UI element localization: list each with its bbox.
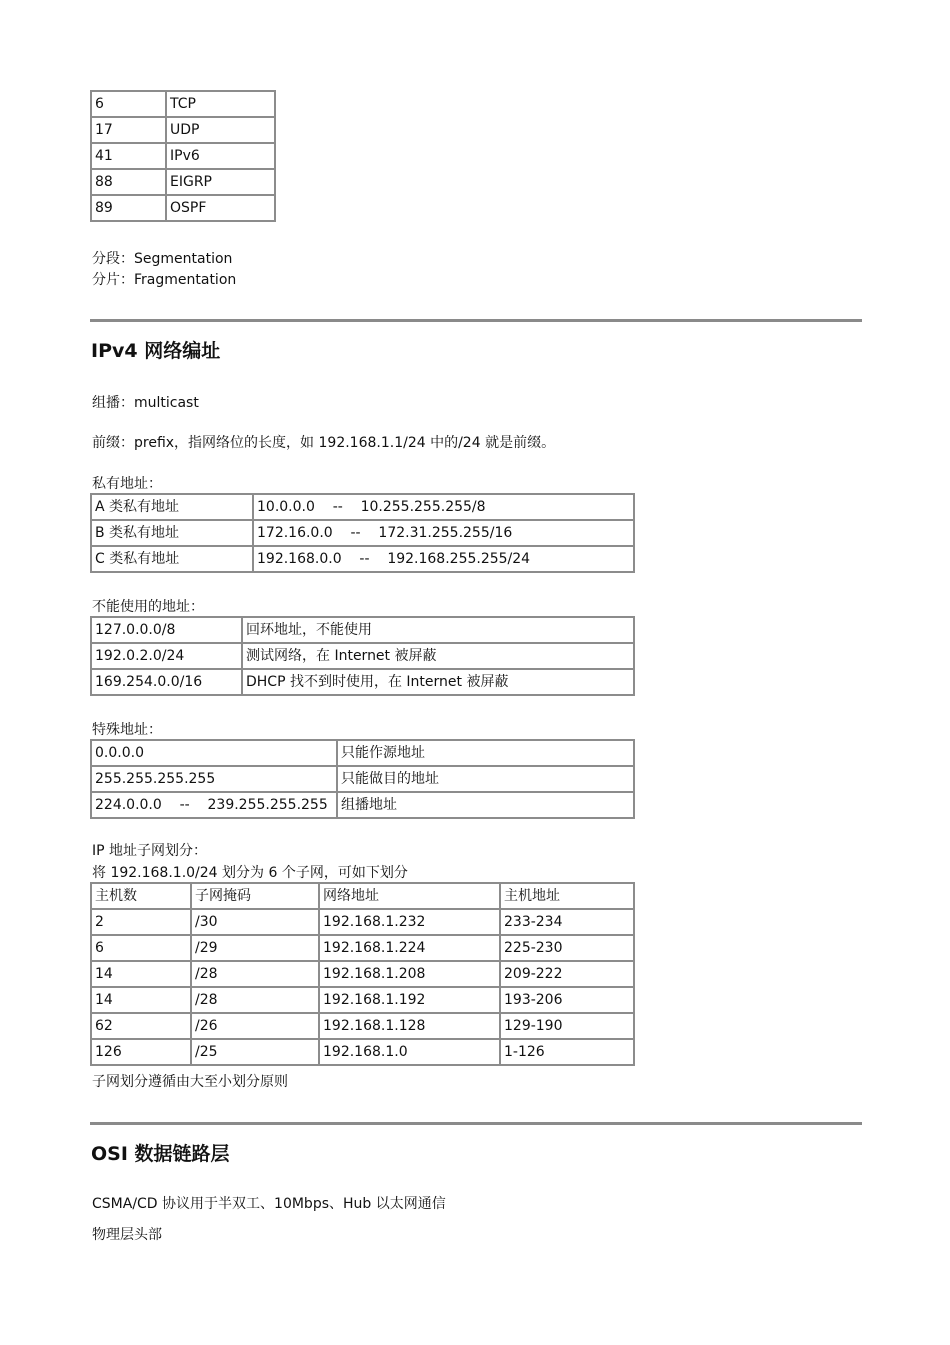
table-cell: 88 [91, 169, 166, 195]
table-cell: A 类私有地址 [91, 494, 253, 520]
table-cell: 233-234 [500, 909, 634, 935]
table-row [91, 1039, 634, 1065]
table-cell: 172.16.0.0 -- 172.31.255.255/16 [253, 520, 634, 546]
protocol-number-table [90, 90, 276, 222]
table-cell: 127.0.0.0/8 [91, 617, 242, 643]
table-row [91, 91, 275, 117]
table-row [91, 961, 634, 987]
table-row [91, 494, 634, 520]
table-row [91, 792, 634, 818]
physical-layer-header-text: 物理层头部 [92, 1227, 162, 1243]
table-cell: 17 [91, 117, 166, 143]
prefix-description: 前缀：prefix，指网络位的长度，如 192.168.1.1/24 中的/24 就是前缀。 [92, 435, 556, 451]
special-address-table [90, 739, 635, 819]
unusable-address-label: 不能使用的地址： [92, 599, 204, 615]
table-cell: 组播地址 [337, 792, 634, 818]
table-row [91, 1013, 634, 1039]
table-cell: 129-190 [500, 1013, 634, 1039]
table-cell: 0.0.0.0 [91, 740, 337, 766]
table-row [91, 143, 275, 169]
ipv4-heading: IPv4 网络编址 [91, 340, 221, 362]
table-row [91, 195, 275, 221]
table-cell: 209-222 [500, 961, 634, 987]
table-row [91, 766, 634, 792]
table-cell: /30 [191, 909, 319, 935]
private-address-table [90, 493, 635, 573]
table-cell: 255.255.255.255 [91, 766, 337, 792]
subnet-table [90, 882, 635, 1066]
segmentation-term: 分段：Segmentation [92, 251, 233, 267]
table-cell: 192.168.1.0 [319, 1039, 500, 1065]
column-header: 网络地址 [319, 883, 500, 909]
table-cell: 192.0.2.0/24 [91, 643, 242, 669]
column-header: 子网掩码 [191, 883, 319, 909]
subnet-intro: 将 192.168.1.0/24 划分为 6 个子网，可如下划分 [92, 865, 408, 881]
table-cell: 62 [91, 1013, 191, 1039]
table-cell: 6 [91, 91, 166, 117]
table-cell: 224.0.0.0 -- 239.255.255.255 [91, 792, 337, 818]
table-cell: C 类私有地址 [91, 546, 253, 572]
table-cell: 回环地址，不能使用 [242, 617, 634, 643]
table-cell: 169.254.0.0/16 [91, 669, 242, 695]
table-row [91, 987, 634, 1013]
column-header: 主机地址 [500, 883, 634, 909]
unusable-address-table [90, 616, 635, 696]
table-row [91, 546, 634, 572]
table-cell: DHCP 找不到时使用，在 Internet 被屏蔽 [242, 669, 634, 695]
table-cell: 6 [91, 935, 191, 961]
table-cell: /29 [191, 935, 319, 961]
table-cell: /26 [191, 1013, 319, 1039]
table-cell: 2 [91, 909, 191, 935]
table-cell: 10.0.0.0 -- 10.255.255.255/8 [253, 494, 634, 520]
multicast-term: 组播：multicast [92, 395, 199, 411]
table-cell: B 类私有地址 [91, 520, 253, 546]
table-cell: /28 [191, 961, 319, 987]
private-address-label: 私有地址： [92, 476, 162, 492]
table-cell: 192.168.1.192 [319, 987, 500, 1013]
table-row [91, 909, 634, 935]
table-row [91, 169, 275, 195]
table-cell: 193-206 [500, 987, 634, 1013]
table-cell: EIGRP [166, 169, 275, 195]
table-cell: 只能作源地址 [337, 740, 634, 766]
section-divider [90, 1122, 862, 1125]
table-header-row [91, 883, 634, 909]
table-cell: /25 [191, 1039, 319, 1065]
section-divider [90, 319, 862, 322]
table-row [91, 520, 634, 546]
table-row [91, 617, 634, 643]
table-cell: 14 [91, 987, 191, 1013]
table-row [91, 935, 634, 961]
table-row [91, 740, 634, 766]
csma-cd-description: CSMA/CD 协议用于半双工、10Mbps、Hub 以太网通信 [92, 1196, 446, 1212]
table-cell: TCP [166, 91, 275, 117]
table-cell: 192.168.0.0 -- 192.168.255.255/24 [253, 546, 634, 572]
table-cell: 41 [91, 143, 166, 169]
fragmentation-term: 分片：Fragmentation [92, 272, 237, 288]
table-row [91, 117, 275, 143]
table-cell: 126 [91, 1039, 191, 1065]
table-cell: 89 [91, 195, 166, 221]
table-cell: 14 [91, 961, 191, 987]
table-cell: 225-230 [500, 935, 634, 961]
table-cell: OSPF [166, 195, 275, 221]
table-cell: 测试网络，在 Internet 被屏蔽 [242, 643, 634, 669]
table-cell: 只能做目的地址 [337, 766, 634, 792]
table-cell: IPv6 [166, 143, 275, 169]
table-cell: UDP [166, 117, 275, 143]
osi-heading: OSI 数据链路层 [91, 1143, 230, 1165]
table-cell: 192.168.1.128 [319, 1013, 500, 1039]
table-cell: 192.168.1.232 [319, 909, 500, 935]
table-cell: 1-126 [500, 1039, 634, 1065]
special-address-label: 特殊地址： [92, 722, 162, 738]
table-cell: 192.168.1.224 [319, 935, 500, 961]
table-row [91, 669, 634, 695]
subnet-note: 子网划分遵循由大至小划分原则 [92, 1074, 288, 1090]
table-cell: /28 [191, 987, 319, 1013]
subnet-label: IP 地址子网划分： [92, 843, 208, 859]
column-header: 主机数 [91, 883, 191, 909]
table-row [91, 643, 634, 669]
table-cell: 192.168.1.208 [319, 961, 500, 987]
